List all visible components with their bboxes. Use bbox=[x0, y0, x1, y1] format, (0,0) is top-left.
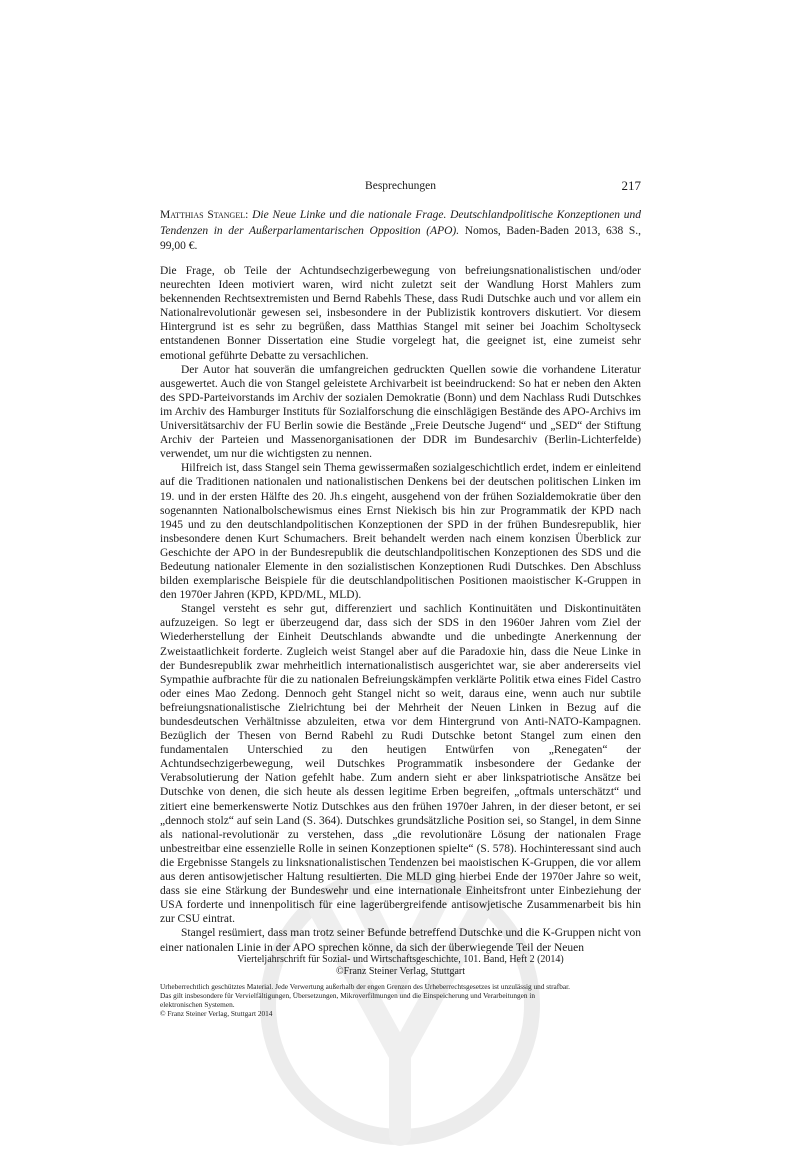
copyright-notice bbox=[160, 982, 641, 1018]
publisher-line: ©Franz Steiner Verlag, Stuttgart bbox=[335, 966, 466, 977]
page-number: 217 bbox=[621, 178, 641, 193]
paragraph: Stangel resümiert, dass man trotz seiner Befunde betreffend Dutschke und die K-Gruppen nicht von einer nationalen Linie in der APO sprechen könne, da sich der überwiegende Teil der Neuen bbox=[160, 927, 641, 954]
notice-line: Urheberrechtlich geschütztes Material. Jede Verwertung außerhalb der engen Grenzen des Urheberrechtsgesetzes ist unzulässig und strafbar. bbox=[160, 982, 570, 991]
review-body bbox=[160, 264, 641, 955]
section-title: Besprechungen bbox=[365, 180, 436, 192]
paragraph: Stangel versteht es sehr gut, differenziert und sachlich Kontinuitäten und Diskontinuitäten aufzuzeigen. So legt er überzeugend dar, dass sich der SDS in den 1960er Jahren vom Ziel der Wiederherstellung der Einheit Deutschlands abwandte und die unbedingte Anerkennung der Zweistaatlichkeit forderte. Zugleich weist Stangel aber auf die Paradoxie hin, dass die Neue Linke in der Bundesrepublik zwar mehrheitlich internationalistisch ausgerichtet war, sie aber andererseits viel Sympathie aufbrachte für die zu nationalen Befreiungskämpfen verklärte Politik etwa eines Fidel Castro oder eines Mao Zedong. Dennoch geht Stangel nicht so weit, daraus eine, wenn auch nur subtile befreiungsnationalistische Zielrichtung bei der Mehrheit der Neuen Linken in Bezug auf die bundesdeutschen Verhältnisse abzuleiten, etwa vor dem Hintergrund von Anti-NATO-Kampagnen. Bezüglich der Thesen von Bernd Rabehl zu Rudi Dutschke betont Stangel zum einen den fundamentalen Unterschied zu den heutigen Entwürfen von „Renegaten“ der Achtundsechzigerbewegung, weil Dutschkes Programmatik insbesondere der Gedanke der Verabsolutierung der Nation gefehlt habe. Zum andern sieht er aber linkspatriotische Ansätze bei Dutschke von denen, die sich heute als dessen legitime Erben begreifen, „oftmals unterschätzt“ und zitiert eine bemerkenswerte Notiz Dutschkes aus den frühen 1970er Jahren, in der dieser betont, er sei „dennoch stolz“ auf sein Land (S. 364). Dutschkes grundsätzliche Position sei, so Stangel, in dem Sinne als national-revolutionär zu verstehen, dass „die revolutionäre Lösung der nationalen Frage unbestreitbar eine essenzielle Rolle in seinen Konzeptionen spielte“ (S. 578). Hochinteressant sind auch die Ergebnisse Stangels zu linksnationalistischen Tendenzen bei maoistischen K-Gruppen, die vor allem aus deren antisowjetischer Haltung resultierten. Die MLD ging hierbei Ende der 1970er Jahre so weit, dass sie eine Stärkung der Bundeswehr und eine internationale Einheitsfront unter Einbeziehung der USA forderte und innenpolitisch für eine lagerübergreifende antisowjetische Zusammenarbeit bis hin zur CSU eintrat. bbox=[160, 603, 641, 926]
notice-line: © Franz Steiner Verlag, Stuttgart 2014 bbox=[160, 1009, 273, 1018]
book-citation bbox=[160, 208, 641, 255]
notice-line: Das gilt insbesondere für Vervielfältigungen, Übersetzungen, Mikroverfilmungen und die Einspeicherung und Verarbeitungen in bbox=[160, 991, 536, 1000]
citation-title: Die Neue Linke und die nationale Frage. Deutschlandpolitische Konzeptionen und Tendenzen in der Außerparlamentarischen Opposition (APO). bbox=[160, 209, 642, 237]
running-head bbox=[160, 178, 641, 198]
citation-details: Nomos, Baden-Baden 2013, 638 S., 99,00 €. bbox=[160, 224, 641, 253]
notice-line: elektronischen Systemen. bbox=[160, 1000, 235, 1009]
citation-author: Matthias Stangel: bbox=[160, 209, 249, 221]
paragraph: Der Autor hat souverän die umfangreichen gedruckten Quellen sowie die vorhandene Literatur ausgewertet. Auch die von Stangel geleistete Archivarbeit ist beeindruckend: So hat er neben den Akten des SPD-Parteivorstands im Archiv der sozialen Demokratie (Bonn) und dem Nachlass Rudi Dutschkes im Archiv des Hamburger Instituts für Sozialforschung die einschlägigen Bestände des APO-Archivs im Universitätsarchiv der FU Berlin sowie die Bestände „Freie Deutsche Jugend“ und „SED“ der Stiftung Archiv der Parteien und Massenorganisationen der DDR im Bundesarchiv (Berlin-Lichterfelde) verwendet, um nur die wichtigsten zu nennen. bbox=[160, 363, 641, 461]
journal-line: Vierteljahrschrift für Sozial- und Wirtschaftsgeschichte, 101. Band, Heft 2 (2014) bbox=[237, 954, 564, 965]
paragraph: Hilfreich ist, dass Stangel sein Thema gewissermaßen sozialgeschichtlich erdet, indem er einleitend auf die Traditionen nationalen und nationalistischen Denkens bei der deutschen politischen Linken im 19. und in der ersten Hälfte des 20. Jh.s eingeht, ausgehend von der frühen Sozialdemokratie über den sogenannten Nationalbolschewismus eines Ernst Niekisch bis hin zur Programmatik der KPD nach 1945 und zu den deutschlandpolitischen Konzeptionen der SPD in der frühen Bundesrepublik, hier insbesondere denen Kurt Schumachers. Breit behandelt werden nach einem konzisen Überblick zur Geschichte der APO in der Bundesrepublik die deutschlandpolitischen Konzeptionen des SDS und die Bedeutung nationaler Elemente in den sozialistischen Konzeptionen Rudi Dutschkes. Den Abschluss bilden exemplarische Beispiele für die deutschlandpolitischen Positionen maoistischer K-Gruppen in den 1970er Jahren (KPD, KPD/ML, MLD). bbox=[160, 462, 641, 602]
journal-footer bbox=[160, 954, 641, 978]
paragraph: Die Frage, ob Teile der Achtundsechzigerbewegung von befreiungsnationalistischen und/oder neurechten Ideen motiviert waren, wird nicht zuletzt seit der Wandlung Horst Mahlers zum bekennenden Rechtsextremisten und Bernd Rabehls These, dass Rudi Dutschke auch und vor allem ein Nationalrevolutionär gewesen sei, insbesondere in der Publizistik kontrovers diskutiert. Vor diesem Hintergrund ist es sehr zu begrüßen, dass Matthias Stangel mit seiner bei Joachim Scholtyseck entstandenen Bonner Dissertation eine Studie vorgelegt hat, die geeignet ist, eine zumeist sehr emotional geführte Debatte zu versachlichen. bbox=[160, 265, 641, 362]
